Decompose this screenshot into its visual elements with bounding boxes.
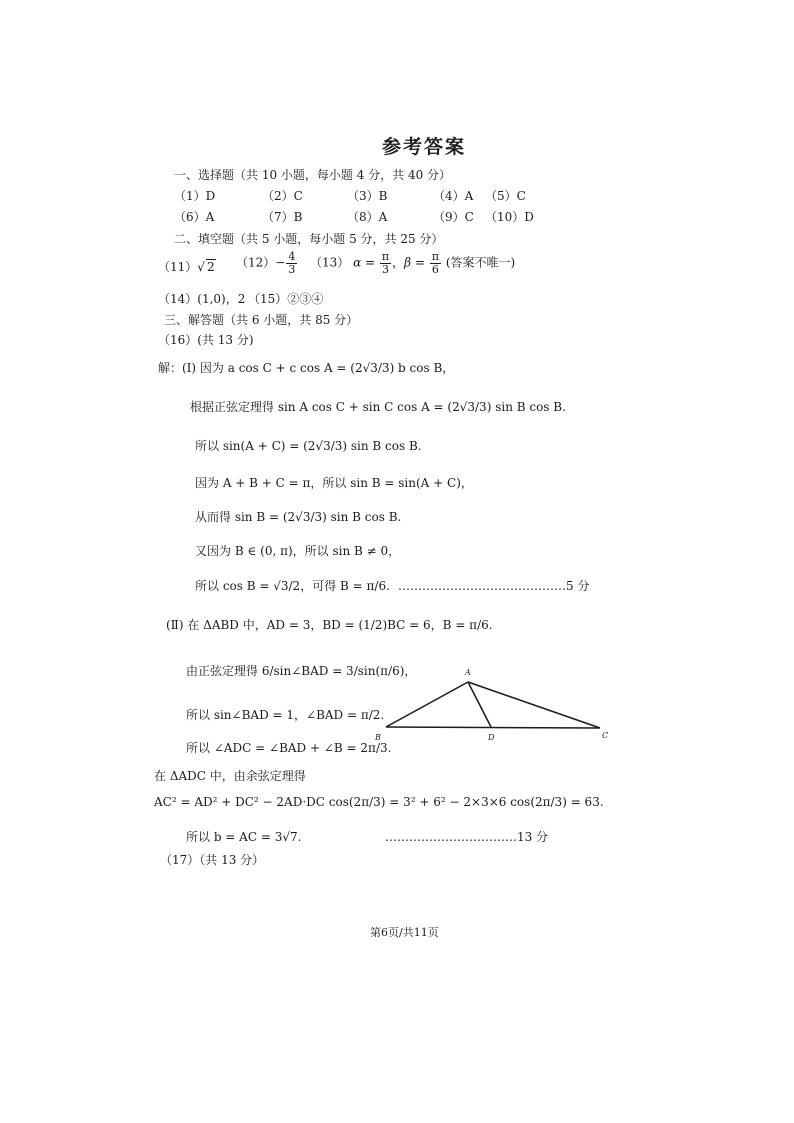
q11-value: 2 <box>206 260 215 274</box>
q11-answer <box>158 258 216 275</box>
sqrt-sign: √ <box>197 260 205 274</box>
score-13: ……………………………13 分 <box>385 830 549 844</box>
q17-header: （17）（共 13 分） <box>160 853 265 867</box>
solution-line-6: 又因为 B ∈ (0, π)，所以 sin B ≠ 0， <box>195 544 401 558</box>
q13-answer: （13） α = $\frac{\pi}{3}$ ，β = $\frac{\pi}{6}$ (答案不唯一) <box>310 250 516 276</box>
label-c: C <box>602 731 609 740</box>
edge-bc <box>386 727 600 728</box>
answer-6: （6）A <box>174 210 215 224</box>
q11-label: （11） <box>158 260 198 274</box>
label-b: B <box>375 733 381 742</box>
q15-answer: （15）②③④ <box>248 292 324 306</box>
solution-line-9: 由正弦定理得 6/sin∠BAD = 3/sin(π/6)， <box>186 664 417 678</box>
answer-10: （10）D <box>485 210 534 224</box>
solution-line-2: 根据正弦定理得 sin A cos C + sin C cos A = (2√3/3) sin B cos B. <box>190 400 566 414</box>
solution-line-5: 从而得 sin B = (2√3/3) sin B cos B. <box>195 510 402 524</box>
page-number: 第6页/共11页 <box>370 926 439 939</box>
q12-answer: （12）− $\frac{4}{3}$ <box>236 250 296 276</box>
q14-answer: （14）(1,0)，2 <box>158 292 246 306</box>
solution-line-12: 在 ΔADC 中，由余弦定理得 <box>154 769 306 783</box>
solution-line-10: 所以 sin∠BAD = 1，∠BAD = π/2. <box>186 708 385 722</box>
q13-note: (答案不唯一) <box>445 255 516 270</box>
solution-line-11: 所以 ∠ADC = ∠BAD + ∠B = 2π/3. <box>186 741 392 755</box>
page-title: 参考答案 <box>382 136 467 158</box>
answer-8: （8）A <box>347 210 388 224</box>
q12-fraction: $\frac{4}{3}$ <box>288 250 296 276</box>
triangle-figure <box>370 664 615 744</box>
answer-2: （2）C <box>262 189 303 203</box>
solution-line-3: 所以 sin(A + C) = (2√3/3) sin B cos B. <box>195 439 422 453</box>
q16-header: （16）(共 13 分) <box>158 333 254 347</box>
section3-header: 三、解答题（共 6 小题，共 85 分） <box>164 313 359 327</box>
answer-9: （9）C <box>433 210 474 224</box>
answer-3: （3）B <box>347 189 388 203</box>
section1-header: 一、选择题（共 10 小题，每小题 4 分，共 40 分） <box>174 168 452 182</box>
q13-label: （13） <box>310 255 350 270</box>
answer-7: （7）B <box>262 210 303 224</box>
solution-line-13: AC² = AD² + DC² − 2AD·DC cos(2π/3) = 3² + 6² − 2×3×6 cos(2π/3) = 63. <box>154 795 604 809</box>
section2-header: 二、填空题（共 5 小题，每小题 5 分，共 25 分） <box>174 232 444 246</box>
answer-1: （1）D <box>174 189 216 203</box>
solution-line-4: 因为 A + B + C = π，所以 sin B = sin(A + C)， <box>195 476 473 490</box>
solution-line-14: 所以 b = AC = 3√7. <box>186 830 302 844</box>
answer-4: （4）A <box>433 189 474 203</box>
label-a: A <box>465 668 471 677</box>
edge-ab <box>386 682 468 727</box>
label-d: D <box>488 733 495 742</box>
solution-line-7: 所以 cos B = √3/2，可得 B = π/6. <box>195 579 390 593</box>
solution-line-1: 解：(Ⅰ) 因为 a cos C + c cos A = (2√3/3) b cos B， <box>158 361 455 375</box>
q12-label: （12） <box>236 255 276 270</box>
solution-line-8: (Ⅱ) 在 ΔABD 中，AD = 3，BD = (1/2)BC = 6，B = π/6. <box>166 618 493 632</box>
score-5: ……………………………………5 分 <box>398 579 590 593</box>
answer-5: （5）C <box>485 189 526 203</box>
